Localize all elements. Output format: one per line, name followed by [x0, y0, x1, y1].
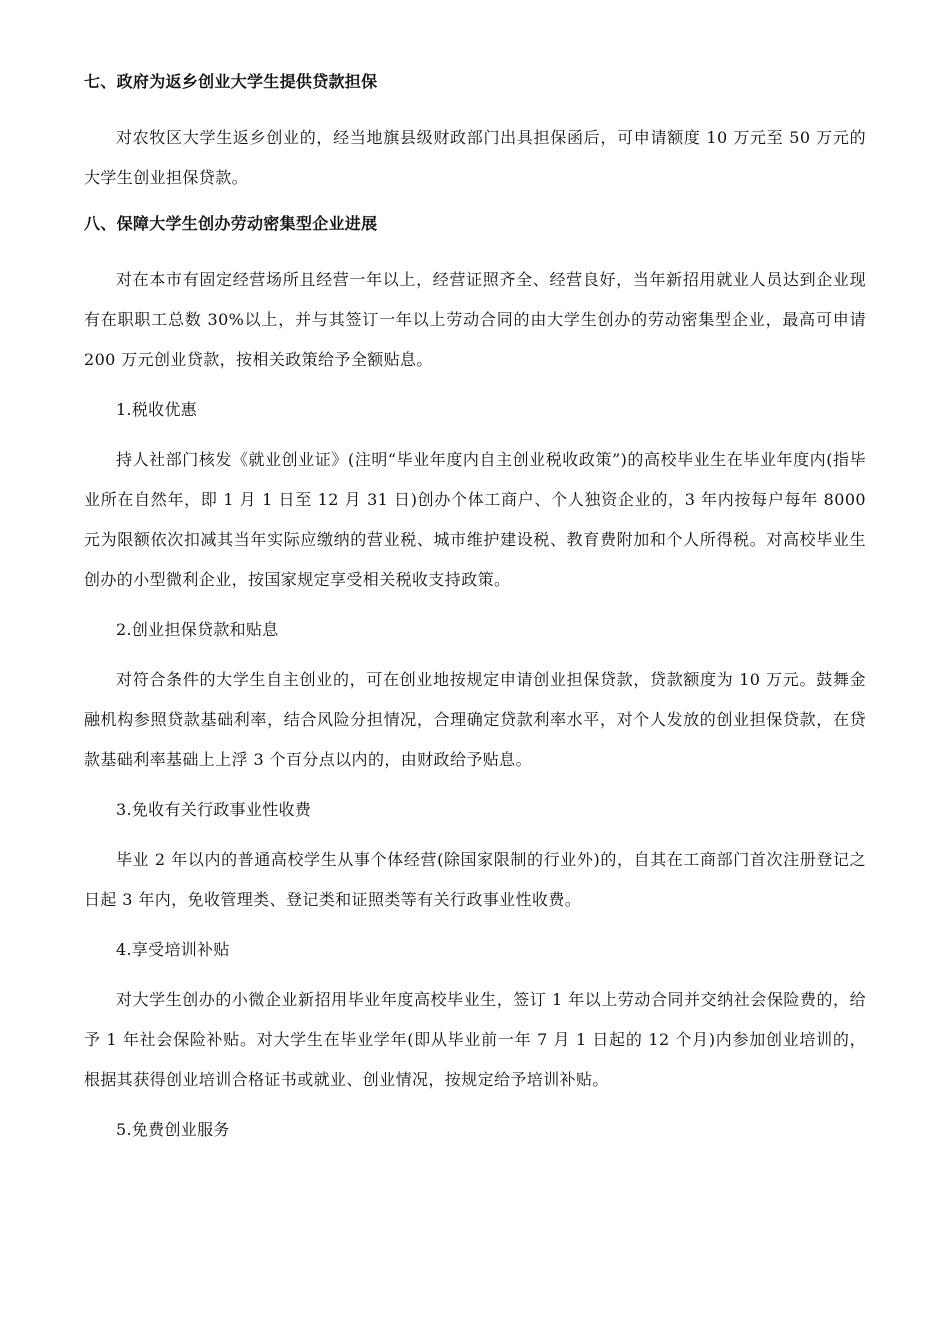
- item-body-training-subsidy: 对大学生创办的小微企业新招用毕业年度高校毕业生，签订 1 年以上劳动合同并交纳社会保险费的，给予 1 年社会保险补贴。对大学生在毕业学年(即从毕业前一年 7 月 1 日起的 12 个月)内参加创业培训的，根据其获得创业培训合格证书或就业、创业情况，按规定给予培训补贴。: [84, 990, 866, 1089]
- section-heading-8: 八、保障大学生创办劳动密集型企业进展: [84, 214, 378, 233]
- item-title-tax-benefit: 1.税收优惠: [116, 400, 198, 419]
- item-title-loan-guarantee: 2.创业担保贷款和贴息: [116, 620, 279, 639]
- item-body-loan-guarantee: 对符合条件的大学生自主创业的，可在创业地按规定申请创业担保贷款，贷款额度为 10 万元。鼓舞金融机构参照贷款基础利率，结合风险分担情况，合理确定贷款利率水平，对个人发放的创业担保贷款，在贷款基础利率基础上上浮 3 个百分点以内的，由财政给予贴息。: [84, 670, 866, 769]
- item-title-free-service: 5.免费创业服务: [116, 1120, 230, 1139]
- item-title-training-subsidy: 4.享受培训补贴: [116, 940, 230, 959]
- item-body-tax-benefit: 持人社部门核发《就业创业证》(注明“毕业年度内自主创业税收政策”)的高校毕业生在毕业年度内(指毕业所在自然年，即 1 月 1 日至 12 月 31 日)创办个体工商户、个人独资企业的，3 年内按每户每年 8000 元为限额依次扣减其当年实际应缴纳的营业税、城市维护建设税、教育费附加和个人所得税。对高校毕业生创办的小型微利企业，按国家规定享受相关税收支持政策。: [84, 450, 866, 589]
- section-7-paragraph: 对农牧区大学生返乡创业的，经当地旗县级财政部门出具担保函后，可申请额度 10 万元至 50 万元的大学生创业担保贷款。: [84, 128, 866, 187]
- section-8-paragraph: 对在本市有固定经营场所且经营一年以上，经营证照齐全、经营良好，当年新招用就业人员达到企业现有在职职工总数 30%以上，并与其签订一年以上劳动合同的由大学生创办的劳动密集型企业，最高可申请 200 万元创业贷款，按相关政策给予全额贴息。: [84, 270, 866, 369]
- section-heading-7: 七、政府为返乡创业大学生提供贷款担保: [84, 72, 378, 91]
- item-title-fee-exemption: 3.免收有关行政事业性收费: [116, 800, 312, 819]
- item-body-fee-exemption: 毕业 2 年以内的普通高校学生从事个体经营(除国家限制的行业外)的，自其在工商部门首次注册登记之日起 3 年内，免收管理类、登记类和证照类等有关行政事业性收费。: [84, 850, 866, 909]
